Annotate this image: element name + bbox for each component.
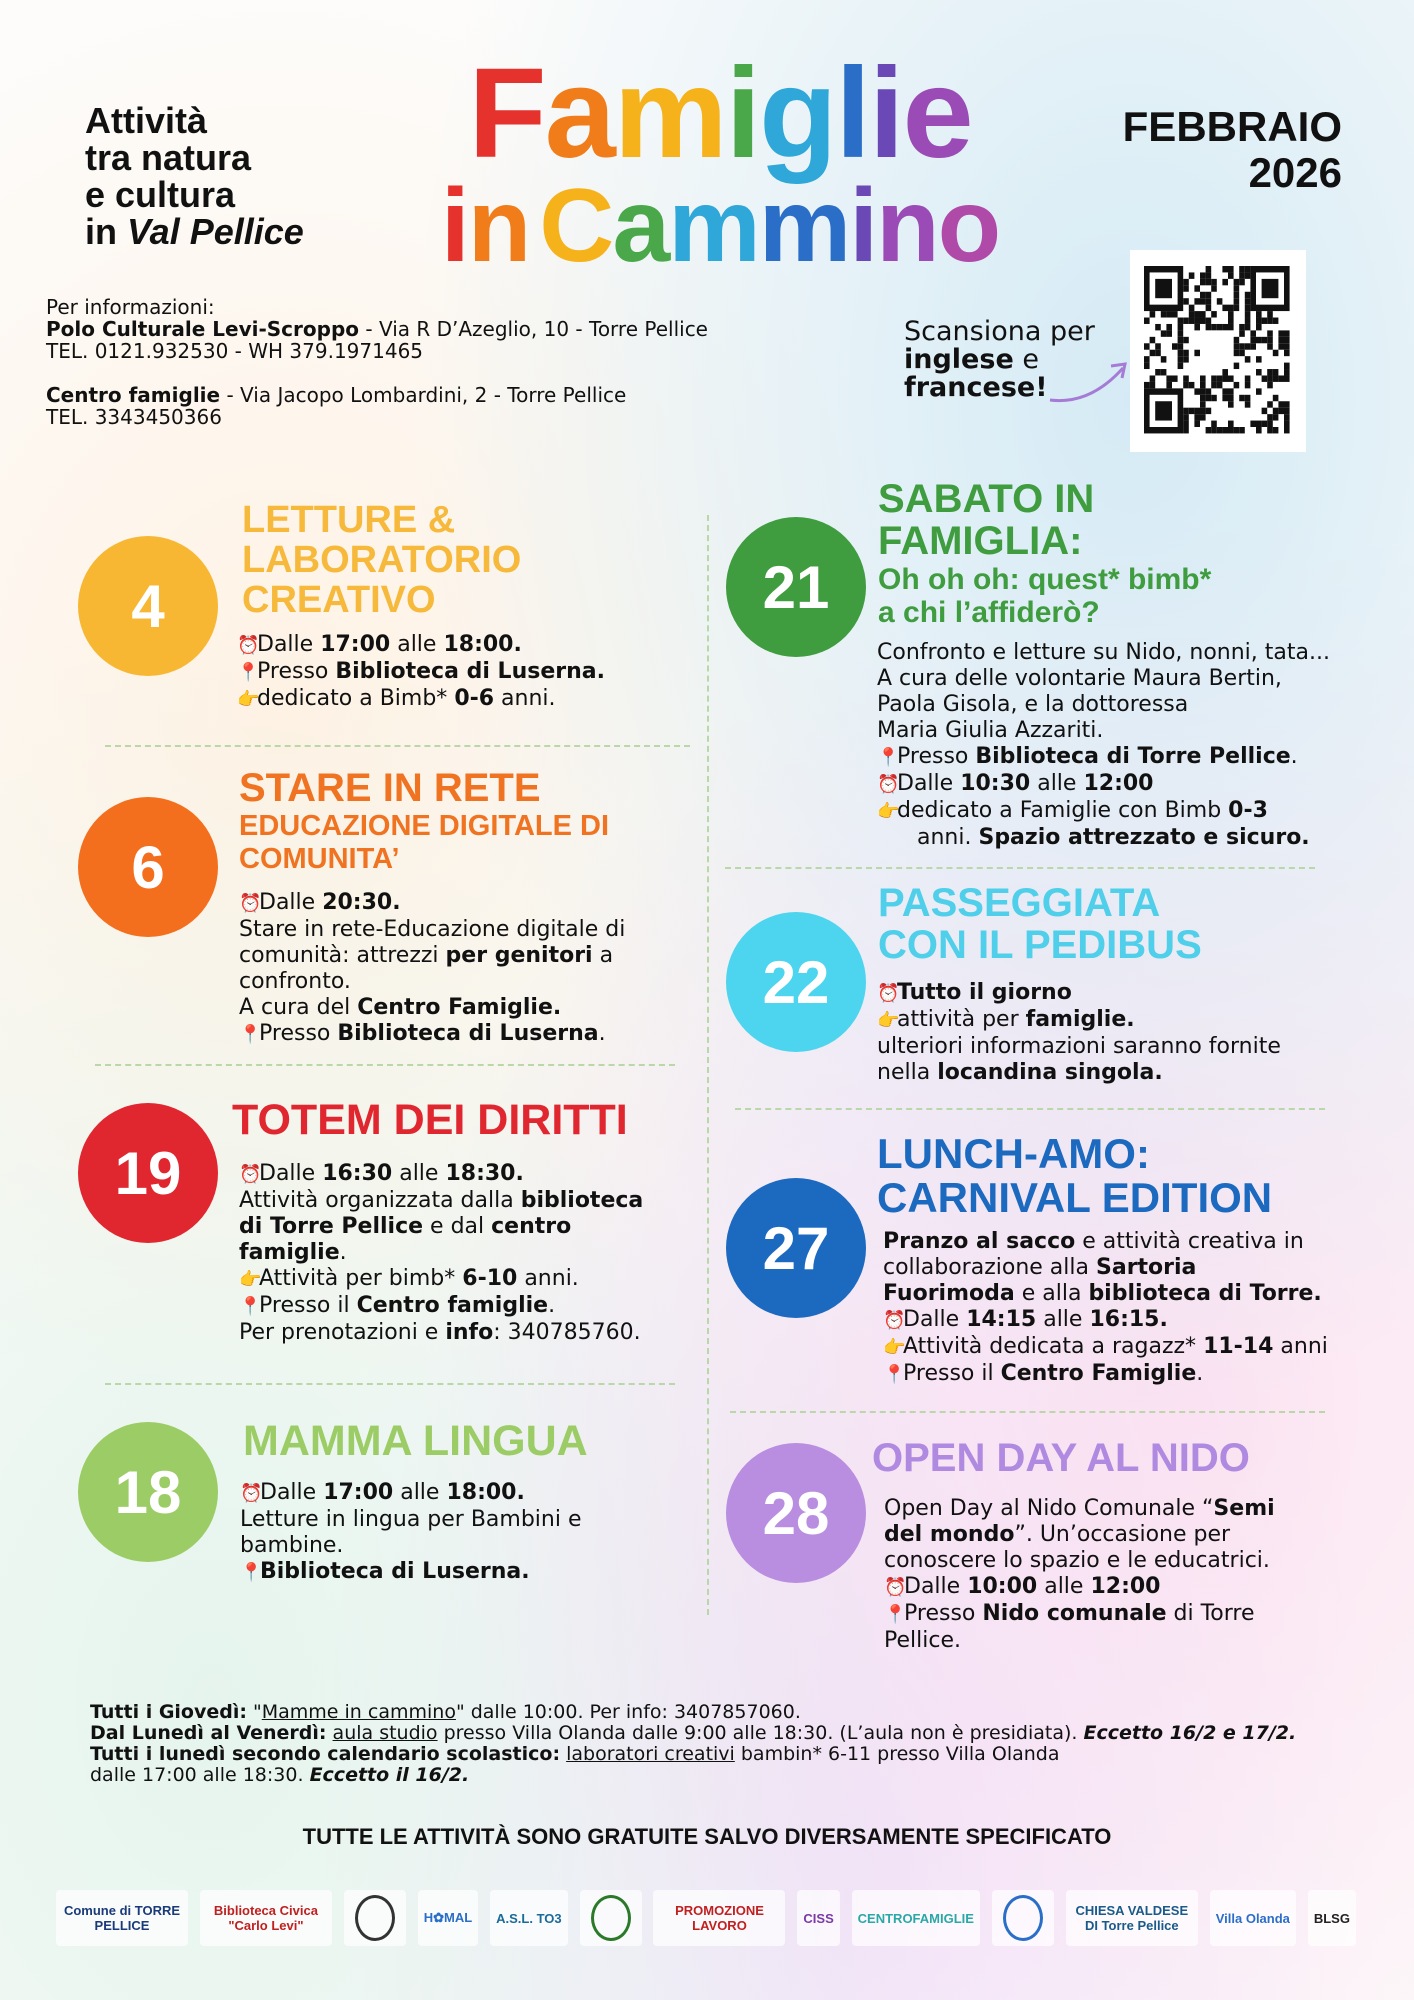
month-year bbox=[1123, 104, 1342, 196]
event-line: anni. Spazio attrezzato e sicuro. bbox=[917, 825, 1310, 850]
month: FEBBRAIO bbox=[1122, 103, 1342, 150]
day-number: 22 bbox=[762, 948, 830, 1016]
pointing-hand-icon: 👉 bbox=[877, 1010, 900, 1031]
day-badge-27 bbox=[726, 1178, 866, 1318]
event-body-27 bbox=[883, 1229, 1328, 1388]
tagline bbox=[85, 102, 304, 250]
page-title bbox=[420, 42, 1020, 284]
row-divider bbox=[735, 1108, 1325, 1110]
tagline-line bbox=[85, 213, 304, 250]
pin-icon: 📍 bbox=[237, 662, 260, 683]
contact-info bbox=[46, 296, 708, 428]
polo-phone: TEL. 0121.932530 - WH 379.1971465 bbox=[46, 339, 424, 363]
title-letter: i bbox=[868, 42, 903, 185]
note-line: Tutti i Giovedì: "Mamme in cammino" dalle 10:00. Per info: 3407857060. bbox=[90, 1701, 801, 1723]
event-line: Maria Giulia Azzariti. bbox=[877, 718, 1104, 743]
event-line: ulteriori informazioni saranno fornite bbox=[877, 1034, 1281, 1059]
tagline-line: tra natura bbox=[85, 137, 252, 178]
row-divider bbox=[730, 1411, 1325, 1413]
pin-icon: 📍 bbox=[239, 1024, 262, 1045]
centro-line bbox=[46, 384, 708, 406]
sponsor-logos bbox=[56, 1890, 1356, 1946]
event-line: 📍Presso Biblioteca di Luserna. bbox=[239, 1021, 606, 1046]
event-line: comunità: attrezzi per genitori a bbox=[239, 943, 614, 968]
event-line: 👉attività per famiglie. bbox=[877, 1007, 1135, 1032]
sponsor-logo: PROMOZIONE LAVORO bbox=[653, 1890, 785, 1946]
event-body-6 bbox=[239, 890, 625, 1048]
title-line: EDUCAZIONE DIGITALE DI bbox=[239, 810, 610, 842]
clock-icon: ⏰ bbox=[239, 1164, 262, 1185]
sponsor-logo: A.S.L. TO3 bbox=[490, 1890, 568, 1946]
sponsor-logo: Villa Olanda bbox=[1210, 1890, 1296, 1946]
event-title-21 bbox=[878, 478, 1094, 562]
column-divider bbox=[707, 515, 709, 1615]
event-line: ⏰Dalle 14:15 alle 16:15. bbox=[883, 1307, 1168, 1332]
centro-name: Centro famiglie bbox=[46, 383, 221, 407]
title-letter: g bbox=[759, 42, 836, 185]
day-badge-22 bbox=[726, 912, 866, 1052]
title-letter: i bbox=[440, 168, 468, 284]
day-badge-18 bbox=[78, 1422, 218, 1562]
title-line: PASSEGGIATA bbox=[878, 881, 1161, 925]
day-number: 19 bbox=[114, 1139, 182, 1207]
emblem-icon bbox=[1003, 1895, 1043, 1941]
event-line: A cura del Centro Famiglie. bbox=[239, 995, 562, 1020]
sponsor-logo: BLSG bbox=[1308, 1890, 1356, 1946]
sponsor-logo: Comune di TORRE PELLICE bbox=[56, 1890, 188, 1946]
free-activities-note: TUTTE LE ATTIVITÀ SONO GRATUITE SALVO DIVERSAMENTE SPECIFICATO bbox=[302, 1824, 1112, 1849]
pointing-hand-icon: 👉 bbox=[237, 689, 260, 710]
event-title-22 bbox=[878, 882, 1202, 966]
title-line: Oh oh oh: quest* bimb* bbox=[878, 563, 1212, 596]
centro-phone: TEL. 3343450366 bbox=[46, 405, 222, 429]
sponsor-logo: CHIESA VALDESE DI Torre Pellice bbox=[1066, 1890, 1198, 1946]
scan-and: e bbox=[1013, 344, 1039, 375]
clock-icon: ⏰ bbox=[884, 1577, 907, 1598]
note-line: Tutti i lunedì secondo calendario scolastico: laboratori creativi bambin* 6-11 presso Villa Olanda bbox=[90, 1743, 1060, 1765]
polo-line bbox=[46, 318, 708, 340]
title-letter: n bbox=[467, 168, 530, 284]
pointing-hand-icon: 👉 bbox=[239, 1269, 262, 1290]
polo-name: Polo Culturale Levi-Scroppo bbox=[46, 317, 360, 341]
tagline-text: in bbox=[85, 211, 127, 252]
sponsor-logo bbox=[344, 1890, 406, 1946]
clock-icon: ⏰ bbox=[239, 893, 262, 914]
day-badge-28 bbox=[726, 1443, 866, 1583]
event-line: Paola Gisola, e la dottoressa bbox=[877, 692, 1189, 717]
centro-address: - Via Jacopo Lombardini, 2 - Torre Pellice bbox=[220, 383, 627, 407]
qr-code-icon bbox=[1144, 266, 1292, 438]
title-letter: l bbox=[835, 42, 869, 185]
scan-lang-fr: francese! bbox=[904, 372, 1048, 403]
day-number: 21 bbox=[762, 553, 830, 621]
event-line: di Torre Pellice e dal centro bbox=[239, 1214, 572, 1239]
sponsor-logo: H✿MAL bbox=[418, 1890, 478, 1946]
day-number: 18 bbox=[114, 1458, 182, 1526]
note-line: Dal Lunedì al Venerdì: aula studio presso Villa Olanda dalle 9:00 alle 18:30. (L’aula non è presidiata). Eccetto 16/2 e 17/2. bbox=[90, 1722, 1297, 1744]
scan-lang-en: inglese bbox=[904, 344, 1014, 375]
day-number: 28 bbox=[762, 1479, 830, 1547]
event-line: Fuorimoda e alla biblioteca di Torre. bbox=[883, 1281, 1322, 1306]
event-title-18: MAMMA LINGUA bbox=[243, 1417, 588, 1465]
title-line-2 bbox=[420, 168, 1020, 284]
event-body-21 bbox=[877, 640, 1330, 851]
title-letter: m bbox=[668, 168, 759, 284]
event-subtitle-21 bbox=[878, 563, 1211, 629]
event-line: 👉Attività dedicata a ragazz* 11-14 anni bbox=[883, 1334, 1328, 1359]
event-line: 👉dedicato a Famiglie con Bimb 0-3 bbox=[877, 798, 1268, 823]
recurring-notes bbox=[90, 1702, 1350, 1786]
event-line: ⏰Dalle 10:30 alle 12:00 bbox=[877, 771, 1154, 796]
clock-icon: ⏰ bbox=[240, 1483, 263, 1504]
emblem-icon bbox=[591, 1895, 631, 1941]
polo-address: - Via R D’Azeglio, 10 - Torre Pellice bbox=[359, 317, 708, 341]
title-letter: m bbox=[758, 168, 850, 284]
event-body-19 bbox=[239, 1161, 643, 1346]
title-line: a chi l’affiderò? bbox=[878, 596, 1100, 629]
clock-icon: ⏰ bbox=[883, 1310, 906, 1331]
year: 2026 bbox=[1248, 149, 1342, 196]
title-line: CREATIVO bbox=[242, 579, 436, 621]
title-letter: i bbox=[849, 168, 877, 284]
emblem-icon bbox=[355, 1895, 395, 1941]
tagline-line: e cultura bbox=[85, 174, 236, 215]
title-line: CARNIVAL EDITION bbox=[877, 1174, 1273, 1221]
title-letter: e bbox=[902, 42, 972, 185]
event-title-4 bbox=[242, 500, 521, 620]
event-line: 📍Presso il Centro famiglie. bbox=[239, 1293, 556, 1318]
event-line: ⏰Dalle 20:30. bbox=[239, 890, 401, 915]
info-intro: Per informazioni: bbox=[46, 295, 215, 319]
event-body-22 bbox=[877, 980, 1281, 1086]
tagline-italic: Val Pellice bbox=[127, 211, 304, 252]
event-line: 📍Presso Biblioteca di Luserna. bbox=[237, 659, 605, 684]
note-line: dalle 17:00 alle 18:30. Eccetto il 16/2. bbox=[90, 1764, 470, 1786]
event-line: Stare in rete-Educazione digitale di bbox=[239, 917, 626, 942]
event-line: famiglie. bbox=[239, 1240, 347, 1265]
scan-line: Scansiona per bbox=[904, 316, 1095, 347]
title-letter: F bbox=[468, 42, 545, 185]
qr-code[interactable] bbox=[1130, 250, 1306, 452]
event-line: bambine. bbox=[240, 1533, 344, 1558]
sponsor-logo: CISS bbox=[797, 1890, 839, 1946]
event-line: 📍Presso Nido comunale di Torre bbox=[884, 1601, 1255, 1626]
event-line: Pranzo al sacco e attività creativa in bbox=[883, 1229, 1304, 1254]
day-badge-19 bbox=[78, 1103, 218, 1243]
pin-icon: 📍 bbox=[884, 1604, 907, 1625]
event-line: Open Day al Nido Comunale “Semi bbox=[884, 1496, 1275, 1521]
event-title-27 bbox=[877, 1132, 1272, 1220]
event-line: Attività organizzata dalla biblioteca bbox=[239, 1188, 644, 1213]
event-line: collaborazione alla Sartoria bbox=[883, 1255, 1197, 1280]
event-line: Per prenotazioni e info: 340785760. bbox=[239, 1320, 641, 1345]
day-badge-4 bbox=[78, 536, 218, 676]
event-line: ⏰Dalle 17:00 alle 18:00. bbox=[240, 1480, 525, 1505]
title-line: LUNCH-AMO: bbox=[877, 1130, 1150, 1177]
sponsor-logo bbox=[992, 1890, 1054, 1946]
event-line: ⏰Dalle 17:00 alle 18:00. bbox=[237, 632, 522, 657]
event-title-28: OPEN DAY AL NIDO bbox=[872, 1436, 1250, 1480]
row-divider bbox=[95, 1064, 675, 1066]
event-line: 📍Biblioteca di Luserna. bbox=[240, 1559, 530, 1584]
row-divider bbox=[725, 867, 1315, 869]
pin-icon: 📍 bbox=[240, 1562, 263, 1583]
pointing-hand-icon: 👉 bbox=[877, 801, 900, 822]
title-letter: C bbox=[539, 168, 613, 284]
event-line: A cura delle volontarie Maura Bertin, bbox=[877, 666, 1282, 691]
event-body-18 bbox=[240, 1480, 582, 1586]
day-number: 4 bbox=[131, 572, 165, 640]
title-line: CON IL PEDIBUS bbox=[878, 923, 1202, 967]
title-line: LETTURE & bbox=[242, 499, 456, 541]
title-line: SABATO IN bbox=[878, 477, 1095, 521]
row-divider bbox=[105, 1383, 675, 1385]
event-title-6: STARE IN RETE bbox=[239, 766, 541, 810]
clock-icon: ⏰ bbox=[877, 983, 900, 1004]
clock-icon: ⏰ bbox=[237, 635, 260, 656]
title-letter: o bbox=[937, 168, 1000, 284]
title-line-1 bbox=[420, 42, 1020, 185]
title-line: LABORATORIO bbox=[242, 539, 522, 581]
event-line: 👉Attività per bimb* 6-10 anni. bbox=[239, 1266, 579, 1291]
clock-icon: ⏰ bbox=[877, 774, 900, 795]
event-line: ⏰Dalle 16:30 alle 18:30. bbox=[239, 1161, 524, 1186]
event-line: del mondo”. Un’occasione per bbox=[884, 1522, 1231, 1547]
event-line: Letture in lingua per Bambini e bbox=[240, 1507, 582, 1532]
event-line: ⏰Dalle 10:00 alle 12:00 bbox=[884, 1574, 1161, 1599]
event-line: Pellice. bbox=[884, 1628, 961, 1653]
day-badge-21 bbox=[726, 517, 866, 657]
title-line: FAMIGLIA: bbox=[878, 519, 1083, 563]
event-line: confronto. bbox=[239, 969, 351, 994]
sponsor-logo: Biblioteca Civica "Carlo Levi" bbox=[200, 1890, 332, 1946]
tagline-line: Attività bbox=[85, 100, 208, 141]
day-badge-6 bbox=[78, 797, 218, 937]
title-letter: a bbox=[544, 42, 614, 185]
title-line: COMUNITA’ bbox=[239, 843, 400, 875]
event-line: 👉dedicato a Bimb* 0-6 anni. bbox=[237, 686, 556, 711]
event-title-19: TOTEM DEI DIRITTI bbox=[232, 1096, 628, 1144]
event-line: 📍Presso il Centro Famiglie. bbox=[883, 1361, 1204, 1386]
event-line: conoscere lo spazio e le educatrici. bbox=[884, 1548, 1270, 1573]
arrow-icon bbox=[1045, 350, 1135, 410]
day-number: 6 bbox=[131, 833, 165, 901]
event-line: ⏰Tutto il giorno bbox=[877, 980, 1072, 1005]
title-letter: m bbox=[613, 42, 726, 185]
title-letter: a bbox=[612, 168, 669, 284]
pointing-hand-icon: 👉 bbox=[883, 1337, 906, 1358]
sponsor-logo bbox=[580, 1890, 642, 1946]
pin-icon: 📍 bbox=[239, 1296, 262, 1317]
row-divider bbox=[105, 745, 690, 747]
title-letter: i bbox=[725, 42, 760, 185]
event-line: 📍Presso Biblioteca di Torre Pellice. bbox=[877, 744, 1298, 769]
pin-icon: 📍 bbox=[877, 747, 900, 768]
event-subtitle-6 bbox=[239, 810, 609, 876]
event-body-4 bbox=[237, 632, 605, 713]
day-number: 27 bbox=[762, 1214, 830, 1282]
sponsor-logo: CENTROFAMIGLIE bbox=[852, 1890, 980, 1946]
pin-icon: 📍 bbox=[883, 1364, 906, 1385]
event-body-28 bbox=[884, 1496, 1275, 1654]
event-line: nella locandina singola. bbox=[877, 1060, 1163, 1085]
title-letter: n bbox=[876, 168, 938, 284]
event-line: Confronto e letture su Nido, nonni, tata... bbox=[877, 640, 1330, 665]
